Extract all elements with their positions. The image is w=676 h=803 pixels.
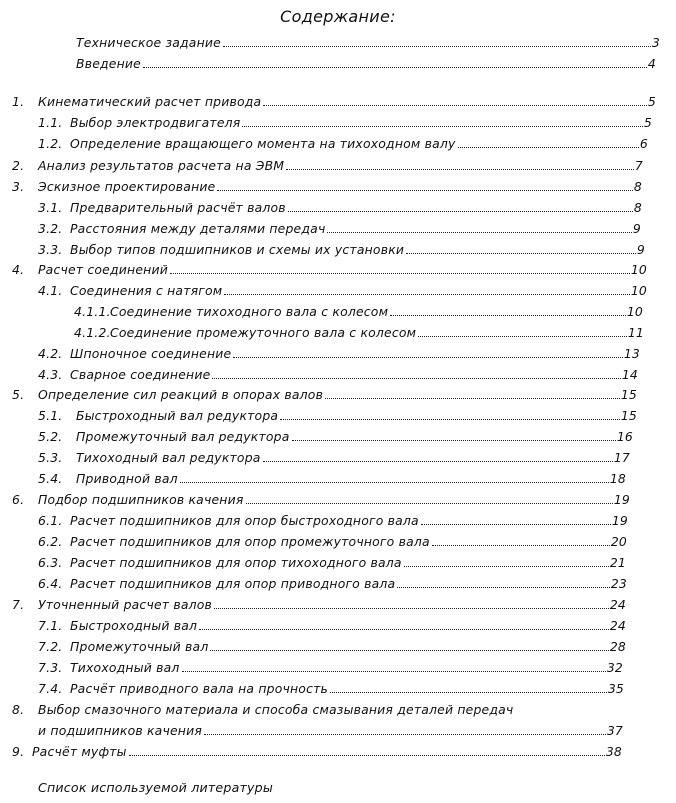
entry-number: 6.3. (38, 555, 63, 570)
entry-page: 35 (607, 681, 624, 696)
dot-leader (406, 252, 636, 254)
toc-entry (12, 91, 656, 109)
entry-text: Определение сил реакций в опорах валов (38, 387, 324, 402)
dot-leader (170, 272, 630, 274)
entry-number: 7.3. (38, 660, 63, 675)
toc-entry (74, 322, 644, 340)
entry-page: 15 (620, 408, 637, 423)
dot-leader (223, 45, 651, 47)
dot-leader (246, 502, 613, 504)
dot-leader (233, 356, 623, 358)
entry-page: 5 (643, 115, 652, 130)
toc-entry (38, 343, 640, 361)
entry-text: Быстроходный вал редуктора (76, 408, 279, 423)
toc-entry (38, 218, 641, 236)
entry-number: 5.2. (38, 429, 63, 444)
entry-page: 17 (613, 450, 630, 465)
entry-text: Расчет подшипников для опор тихоходного вала (70, 555, 402, 570)
entry-page: 10 (630, 262, 647, 277)
entry-text: Соединение тихоходного вала с колесом (110, 304, 389, 319)
toc-entry (76, 53, 656, 71)
dot-leader (330, 691, 607, 693)
toc-entry (38, 280, 647, 298)
entry-number: 4.1.2. (74, 325, 111, 340)
entry-number: 7.1. (38, 618, 63, 633)
entry-number: 2. (12, 158, 25, 173)
entry-number: 3.2. (38, 221, 63, 236)
toc-entry (12, 259, 647, 277)
entry-page: 16 (616, 429, 633, 444)
entry-text: Промежуточный вал (70, 639, 209, 654)
toc-entry (38, 678, 624, 696)
entry-page: 6 (639, 136, 648, 151)
toc-entry (38, 197, 642, 215)
dot-leader (390, 314, 626, 316)
entry-number: 8. (12, 702, 25, 717)
entry-page: 23 (610, 576, 627, 591)
dot-leader (199, 628, 609, 630)
dot-leader (404, 565, 609, 567)
entry-page: 15 (620, 387, 637, 402)
entry-text: Расчет соединений (38, 262, 168, 277)
toc-entry (38, 573, 627, 591)
entry-text: Определение вращающего момента на тихоходном валу (70, 136, 456, 151)
entry-text: Промежуточный вал редуктора (76, 429, 290, 444)
entry-page: 13 (623, 346, 640, 361)
toc-entry (12, 489, 630, 507)
entry-page: 8 (633, 200, 642, 215)
entry-page: 32 (606, 660, 623, 675)
dot-leader (286, 168, 634, 170)
entry-text: Расчёт муфты (32, 744, 127, 759)
toc-entry (12, 594, 626, 612)
toc-entry (12, 384, 637, 402)
dot-leader (129, 754, 605, 756)
entry-page: 18 (609, 471, 626, 486)
dot-leader (204, 733, 606, 735)
entry-text: Анализ результатов расчета на ЭВМ (38, 158, 285, 173)
toc-entry (38, 615, 626, 633)
dot-leader (180, 481, 609, 483)
entry-text: Сварное соединение (70, 367, 211, 382)
entry-text: Эскизное проектирование (38, 179, 216, 194)
toc-entry (12, 155, 643, 173)
entry-page: 38 (605, 744, 622, 759)
entry-page: 8 (633, 179, 642, 194)
entry-number: 3.1. (38, 200, 63, 215)
dot-leader (432, 544, 610, 546)
toc-entry (76, 32, 660, 50)
entry-number: 5.1. (38, 408, 63, 423)
references-heading: Список используемой литературы (38, 780, 274, 795)
entry-number: 6.2. (38, 534, 63, 549)
entry-number: 5.3. (38, 450, 63, 465)
dot-leader (143, 66, 647, 68)
dot-leader (327, 231, 631, 233)
dot-leader (263, 460, 613, 462)
toc-entry (38, 657, 623, 675)
toc-entry (38, 133, 648, 151)
entry-text: Выбор электродвигателя (70, 115, 241, 130)
entry-text: Предварительный расчёт валов (70, 200, 286, 215)
entry-text: Расчет подшипников для опор приводного вала (70, 576, 396, 591)
dot-leader (182, 670, 606, 672)
entry-text: Расстояния между деталями передач (70, 221, 326, 236)
dot-leader (418, 335, 627, 337)
toc-entry (74, 301, 643, 319)
entry-page: 19 (613, 492, 630, 507)
toc-entry (38, 426, 633, 444)
entry-page: 37 (606, 723, 623, 738)
entry-page: 7 (634, 158, 643, 173)
entry-text: Тихоходный вал (70, 660, 180, 675)
entry-page: 11 (627, 325, 644, 340)
dot-leader (325, 397, 620, 399)
toc-entry (38, 364, 638, 382)
entry-number: 4.1. (38, 283, 63, 298)
dot-leader (212, 377, 620, 379)
entry-text: Техническое задание (76, 35, 221, 50)
entry-number: 3.3. (38, 242, 63, 257)
entry-text: Шпоночное соединение (70, 346, 232, 361)
entry-page: 4 (647, 56, 656, 71)
dot-leader (210, 649, 608, 651)
entry-number: 5.4. (38, 471, 63, 486)
dot-leader (458, 146, 639, 148)
entry-text: Кинематический расчет привода (38, 94, 262, 109)
entry-number: 4. (12, 262, 25, 277)
entry-page: 20 (610, 534, 627, 549)
toc-title: Содержание: (280, 7, 396, 26)
entry-text: Уточненный расчет валов (38, 597, 213, 612)
toc-entry (38, 531, 627, 549)
dot-leader (242, 125, 642, 127)
entry-number: 6. (12, 492, 25, 507)
entry-number: 7. (12, 597, 25, 612)
dot-leader (421, 523, 611, 525)
entry-page: 24 (609, 618, 626, 633)
toc-entry (38, 720, 623, 738)
dot-leader (292, 439, 616, 441)
entry-page: 21 (609, 555, 626, 570)
entry-text: Расчет подшипников для опор промежуточного вала (70, 534, 430, 549)
toc-entry (38, 552, 626, 570)
entry-page: 9 (632, 221, 641, 236)
entry-text: Расчёт приводного вала на прочность (70, 681, 329, 696)
toc-entry (38, 468, 626, 486)
entry-page: 10 (626, 304, 643, 319)
entry-page: 14 (621, 367, 638, 382)
entry-number: 4.2. (38, 346, 63, 361)
entry-page: 28 (609, 639, 626, 654)
entry-text: Соединение промежуточного вала с колесом (110, 325, 417, 340)
entry-text: Соединения с натягом (70, 283, 223, 298)
entry-number: 6.1. (38, 513, 63, 528)
entry-number: 6.4. (38, 576, 63, 591)
toc-entry (12, 741, 622, 759)
dot-leader (280, 418, 620, 420)
entry-number: 3. (12, 179, 25, 194)
dot-leader (214, 607, 609, 609)
toc-entry (38, 405, 637, 423)
dot-leader (288, 210, 633, 212)
entry-number: 9. (12, 744, 25, 759)
entry-number: 4.3. (38, 367, 63, 382)
entry-text: Выбор типов подшипников и схемы их установки (70, 242, 405, 257)
entry-number: 5. (12, 387, 25, 402)
entry-text: Быстроходный вал (70, 618, 198, 633)
entry-number: 7.4. (38, 681, 63, 696)
entry-page: 9 (636, 242, 645, 257)
entry-page: 10 (630, 283, 647, 298)
entry-text: Тихоходный вал редуктора (76, 450, 261, 465)
dot-leader (217, 189, 632, 191)
entry-number: 7.2. (38, 639, 63, 654)
entry-text: Введение (76, 56, 141, 71)
toc-entry (12, 699, 612, 717)
entry-number: 4.1.1. (74, 304, 111, 319)
entry-page: 3 (651, 35, 660, 50)
entry-number: 1.2. (38, 136, 63, 151)
entry-text: Подбор подшипников качения (38, 492, 244, 507)
entry-text: и подшипников качения (38, 723, 203, 738)
entry-page: 19 (611, 513, 628, 528)
toc-entry (38, 239, 645, 257)
toc-entry (38, 112, 652, 130)
dot-leader (397, 586, 610, 588)
entry-number: 1.1. (38, 115, 63, 130)
toc-entry (38, 636, 626, 654)
dot-leader (263, 104, 647, 106)
toc-entry (12, 176, 642, 194)
toc-entry (38, 510, 628, 528)
entry-text: Выбор смазочного материала и способа смазывания деталей передач (38, 702, 514, 717)
entry-text: Расчет подшипников для опор быстроходного вала (70, 513, 419, 528)
toc-entry (38, 447, 630, 465)
dot-leader (224, 293, 630, 295)
entry-page: 24 (609, 597, 626, 612)
entry-number: 1. (12, 94, 25, 109)
entry-text: Приводной вал (76, 471, 178, 486)
entry-page: 5 (647, 94, 656, 109)
